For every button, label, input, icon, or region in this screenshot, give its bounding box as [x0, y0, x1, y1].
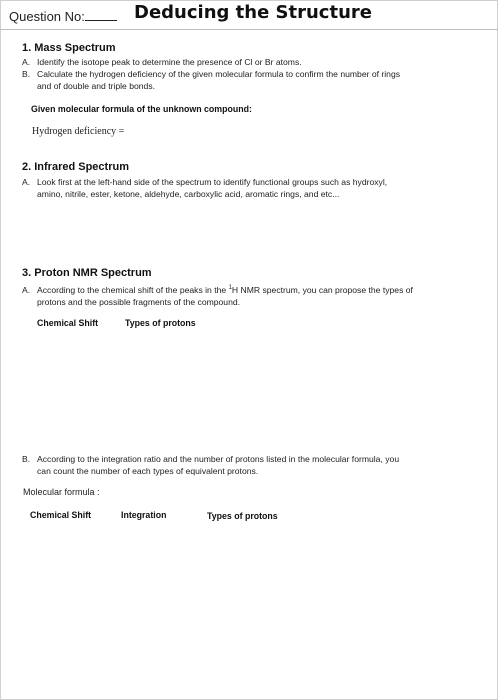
ir-item-a-text-line1: Look first at the left-hand side of the spectrum to identify functional groups such as hydroxyl,: [37, 177, 388, 187]
nmr-item-b: [22, 453, 399, 477]
nmr-item-b-text-line1: According to the integration ratio and the number of protons listed in the molecular formula, you: [37, 454, 400, 464]
column-header-chemical-shift: Chemical Shift: [37, 318, 99, 328]
nmr-item-a: [22, 282, 413, 308]
nmr-item-a-marker: A.: [22, 285, 31, 295]
ir-spectrum-heading: 2. Infrared Spectrum: [22, 161, 129, 173]
given-formula-label: Given molecular formula of the unknown compound:: [31, 104, 252, 114]
nmr-item-a-text-post: H NMR spectrum, you can propose the types of: [231, 285, 413, 295]
ir-item-a: [22, 176, 387, 200]
nmr-item-b-text-line2: can count the number of each types of equivalent protons.: [37, 466, 259, 476]
column-header-types-of-protons: Types of protons: [125, 318, 196, 328]
column-header-integration: Integration: [121, 510, 167, 520]
ir-item-a-marker: A.: [22, 177, 31, 187]
mass-item-a-marker: A.: [22, 57, 31, 67]
page-title: Deducing the Structure: [134, 2, 372, 23]
hydrogen-deficiency-label: Hydrogen deficiency =: [32, 126, 125, 137]
mass-item-b-text-line1: Calculate the hydrogen deficiency of the given molecular formula to confirm the number of rings: [37, 69, 401, 79]
question-number-blank: [85, 8, 117, 21]
nmr-spectrum-heading: 3. Proton NMR Spectrum: [22, 267, 152, 279]
nmr-item-b-marker: B.: [22, 454, 31, 464]
nmr-superscript: 1: [228, 285, 232, 291]
molecular-formula-label: Molecular formula :: [23, 487, 100, 497]
mass-item-b-marker: B.: [22, 69, 31, 79]
nmr-item-a-text-pre: According to the chemical shift of the peaks in the: [37, 285, 229, 295]
mass-item-a-text: Identify the isotope peak to determine the presence of Cl or Br atoms.: [37, 57, 302, 67]
mass-item-b: [22, 68, 400, 92]
mass-item-a: [22, 56, 302, 68]
nmr-item-a-text-line2: protons and the possible fragments of the compound.: [37, 297, 241, 307]
column-header-chemical-shift-2: Chemical Shift: [30, 510, 92, 520]
header-divider: [0, 29, 498, 30]
mass-spectrum-heading: 1. Mass Spectrum: [22, 42, 116, 54]
column-header-types-of-protons-2: Types of protons: [207, 511, 278, 521]
mass-item-b-text-line2: and of double and triple bonds.: [37, 81, 156, 91]
question-number-label: Question No:: [9, 8, 117, 24]
ir-item-a-text-line2: amino, nitrile, ester, ketone, aldehyde, carboxylic acid, aromatic rings, and etc...: [37, 189, 340, 199]
